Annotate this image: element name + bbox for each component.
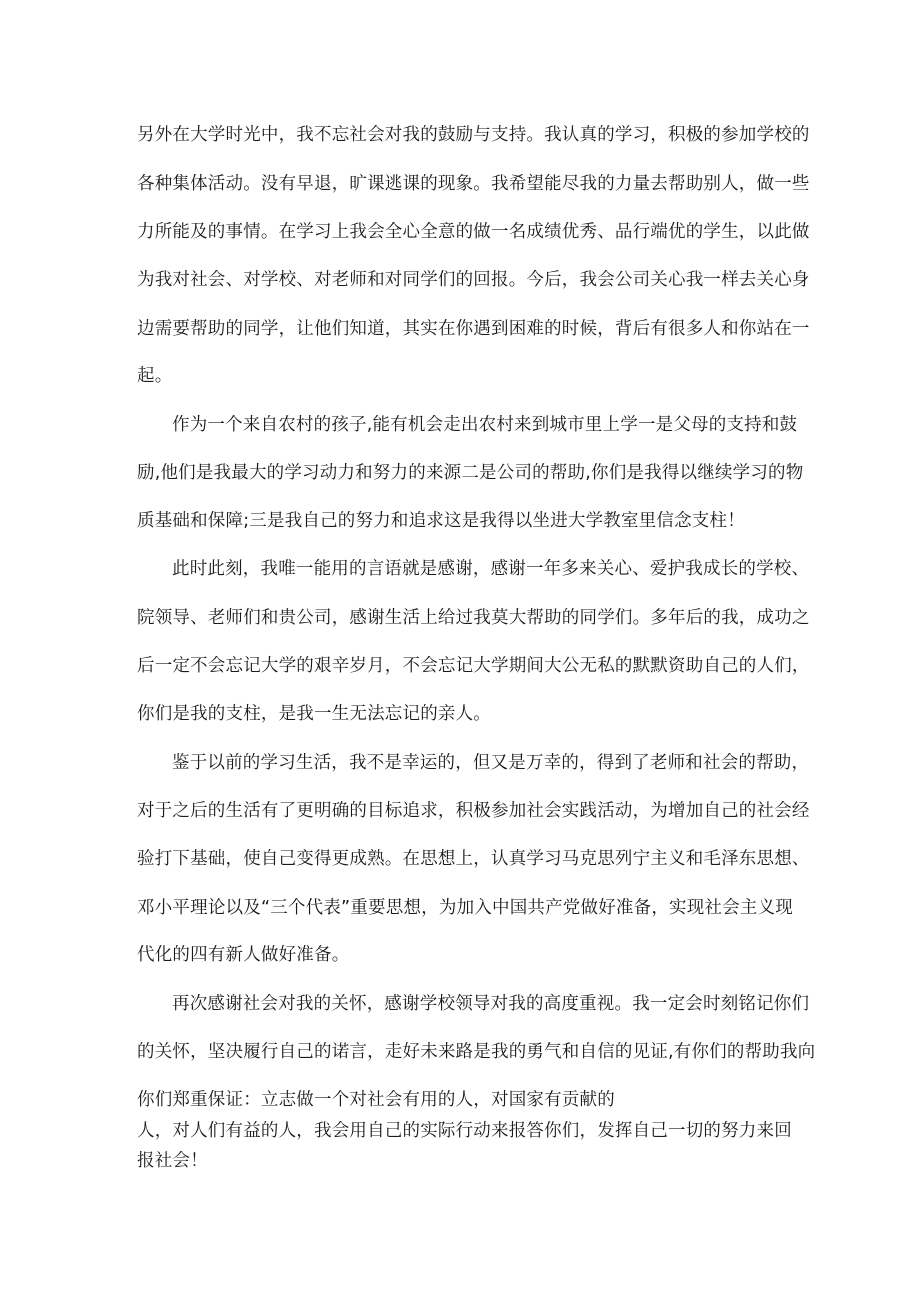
text-line: 邓小平理论以及“三个代表”重要思想，为加入中国共产党做好准备，实现社会主义现 [137,898,793,918]
text-line: 后一定不会忘记大学的艰辛岁月，不会忘记大学期间大公无私的默默资助自己的人们， [137,656,810,676]
text-line: 为我对社会、对学校、对老师和对同学们的回报。今后，我会公司关心我一样去关心身 [137,270,810,290]
text-line: 报社会！ [137,1151,208,1171]
text-line: 此时此刻，我唯一能用的言语就是感谢，感谢一年多来关心、爱护我成长的学校、 [172,559,810,579]
text-line: 院领导、老师们和贵公司，感谢生活上给过我莫大帮助的同学们。多年后的我，成功之 [137,608,810,628]
text-line: 作为一个来自农村的孩子,能有机会走出农村来到城市里上学一是父母的支持和鼓 [172,415,798,435]
text-line: 再次感谢社会对我的关怀，感谢学校领导对我的高度重视。我一定会时刻铭记你们 [172,994,810,1014]
text-line: 各种集体活动。没有早退，旷课逃课的现象。我希望能尽我的力量去帮助别人，做一些 [137,174,810,194]
text-line: 对于之后的生活有了更明确的目标追求，积极参加社会实践活动，为增加自己的社会经 [137,801,810,821]
text-line: 鉴于以前的学习生活，我不是幸运的，但又是万幸的，得到了老师和社会的帮助， [172,753,810,773]
text-line: 你们郑重保证：立志做一个对社会有用的人，对国家有贡献的 [137,1090,615,1110]
text-line: 力所能及的事情。在学习上我会全心全意的做一名成绩优秀、品行端优的学生，以此做 [137,222,810,242]
text-line: 人，对人们有益的人，我会用自己的实际行动来报答你们，发挥自己一切的努力来回 [137,1121,792,1141]
text-line: 验打下基础，使自己变得更成熟。在思想上，认真学习马克思列宁主义和毛泽东思想、 [137,849,810,869]
text-line: 代化的四有新人做好准备。 [137,945,350,965]
text-line: 边需要帮助的同学，让他们知道，其实在你遇到困难的时候，背后有很多人和你站在一 [137,319,810,339]
text-line: 起。 [137,366,173,386]
text-line: 你们是我的支柱，是我一生无法忘记的亲人。 [137,704,491,724]
text-line: 另外在大学时光中，我不忘社会对我的鼓励与支持。我认真的学习，积极的参加学校的 [137,125,810,145]
text-line: 励,他们是我最大的学习动力和努力的来源二是公司的帮助,你们是我得以继续学习的物 [137,463,804,483]
text-line: 的关怀，坚决履行自己的诺言，走好未来路是我的勇气和自信的见证,有你们的帮助我向 [137,1042,816,1062]
text-line: 质基础和保障;三是我自己的努力和追求这是我得以坐进大学教室里信念支柱！ [137,511,745,531]
